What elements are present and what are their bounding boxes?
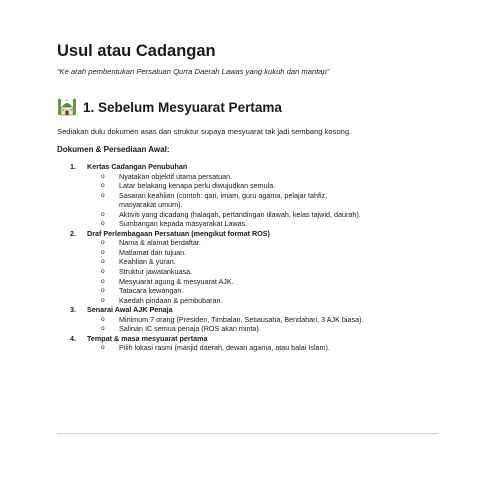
circle-bullet-icon: o	[101, 344, 105, 352]
list-item-title: Tempat & masa mesyuarat pertama	[87, 333, 208, 343]
circle-bullet-icon: o	[101, 182, 105, 190]
numbered-list	[57, 162, 457, 353]
list-item-title: Draf Perlembagaan Persatuan (mengikut format ROS)	[87, 228, 270, 238]
document-title: Usul atau Cadangan	[57, 42, 216, 60]
sub-list-item-text: Tatacara kewangan.	[119, 286, 184, 296]
sub-list-item-text: Kaedah pindaan & pembubaran.	[119, 295, 223, 305]
circle-bullet-icon: o	[101, 220, 105, 228]
list-item	[57, 334, 457, 353]
sub-list	[87, 172, 457, 229]
sub-list-item	[87, 277, 457, 287]
sub-list-item	[87, 238, 457, 248]
sub-list-item	[87, 315, 457, 325]
sub-list-item-text: Mesyuarat agung & mesyuarat AJK.	[119, 276, 234, 286]
circle-bullet-icon: o	[101, 191, 105, 199]
sub-list-item	[87, 191, 457, 201]
sub-list-item	[87, 172, 457, 182]
sub-list-item-text: Struktur jawatankuasa.	[119, 267, 193, 277]
circle-bullet-icon: o	[101, 248, 105, 256]
list-item-number: 3.	[70, 305, 76, 315]
circle-bullet-icon: o	[101, 287, 105, 295]
circle-bullet-icon: o	[101, 239, 105, 247]
list-item-title: Kertas Cadangan Penubuhan	[87, 162, 188, 171]
section-title: 1. Sebelum Mesyuarat Pertama	[83, 99, 282, 115]
section-intro: Sediakan dulu dokumen asas dan struktur supaya mesyuarat tak jadi sembang kosong.	[57, 127, 352, 136]
sub-list-item	[87, 210, 457, 220]
sub-list-item	[87, 248, 457, 258]
list-item-number: 4.	[70, 333, 76, 343]
sub-list-item-text: Matlamat dan tujuan.	[119, 247, 187, 257]
sub-list-item	[87, 343, 457, 353]
circle-bullet-icon: o	[101, 210, 105, 218]
document-subtitle: “Ke arah pembentukan Persatuan Qurra Daerah Lawas yang kukuh dan mantap”	[57, 67, 330, 76]
circle-bullet-icon: o	[101, 296, 105, 304]
circle-bullet-icon: o	[101, 325, 105, 333]
sub-list-item-text: Keahlian & yuran.	[119, 257, 176, 267]
sub-list-item-text: Nyatakan objektif utama persatuan.	[119, 171, 233, 181]
sub-list-item-text: Sasaran keahlian (contoh: qari, imam, guru agama, pelajar tahfiz,	[119, 190, 328, 200]
divider	[57, 433, 438, 434]
sub-list-item-text: Minimum 7 orang (Presiden, Timbalan, Setiausaha, Bendahari, 3 AJK biasa).	[119, 314, 364, 324]
sub-list-item	[87, 324, 457, 334]
sub-list	[87, 315, 457, 334]
sub-list-item-text: Salinan IC semua penaja (ROS akan minta).	[119, 324, 261, 334]
sub-list	[87, 343, 457, 353]
section-heading	[57, 98, 282, 116]
sub-list-item-text: Sumbangan kepada masyarakat Lawas.	[119, 219, 248, 229]
circle-bullet-icon: o	[101, 277, 105, 285]
sub-list-item	[87, 181, 457, 191]
sub-list	[87, 238, 457, 305]
sub-list-item	[87, 286, 457, 296]
sub-list-item-text: Latar belakang kenapa perlu diwujudkan semula.	[119, 181, 276, 191]
sub-list-item	[87, 219, 457, 229]
section-subheading: Dokumen & Persediaan Awal:	[57, 145, 170, 154]
list-item	[57, 305, 457, 334]
circle-bullet-icon: o	[101, 315, 105, 323]
sub-list-item-text: Aktiviti yang dicadang (halaqah, pertandingan tilawah, kelas tajwid, daurah).	[119, 209, 361, 219]
sub-list-item-text: masyarakat umum).	[119, 200, 183, 210]
sub-list-item	[87, 257, 457, 267]
sub-list-item-text: Pilih lokasi rasmi (masjid daerah, dewan agama, atau balai Islam).	[119, 343, 330, 353]
circle-bullet-icon: o	[101, 268, 105, 276]
list-item-title: Senarai Awal AJK Penaja	[87, 305, 173, 315]
sub-list-item	[87, 267, 457, 277]
sub-list-item	[87, 296, 457, 306]
sub-list-item	[87, 200, 457, 210]
sub-list-item-text: Nama & alamat berdaftar.	[119, 238, 201, 248]
mosque-icon	[57, 98, 77, 116]
list-item-number: 1.	[70, 162, 76, 171]
list-item-number: 2.	[70, 228, 76, 238]
circle-bullet-icon: o	[101, 172, 105, 180]
list-item	[57, 162, 457, 229]
circle-bullet-icon: o	[101, 258, 105, 266]
list-item	[57, 229, 457, 305]
